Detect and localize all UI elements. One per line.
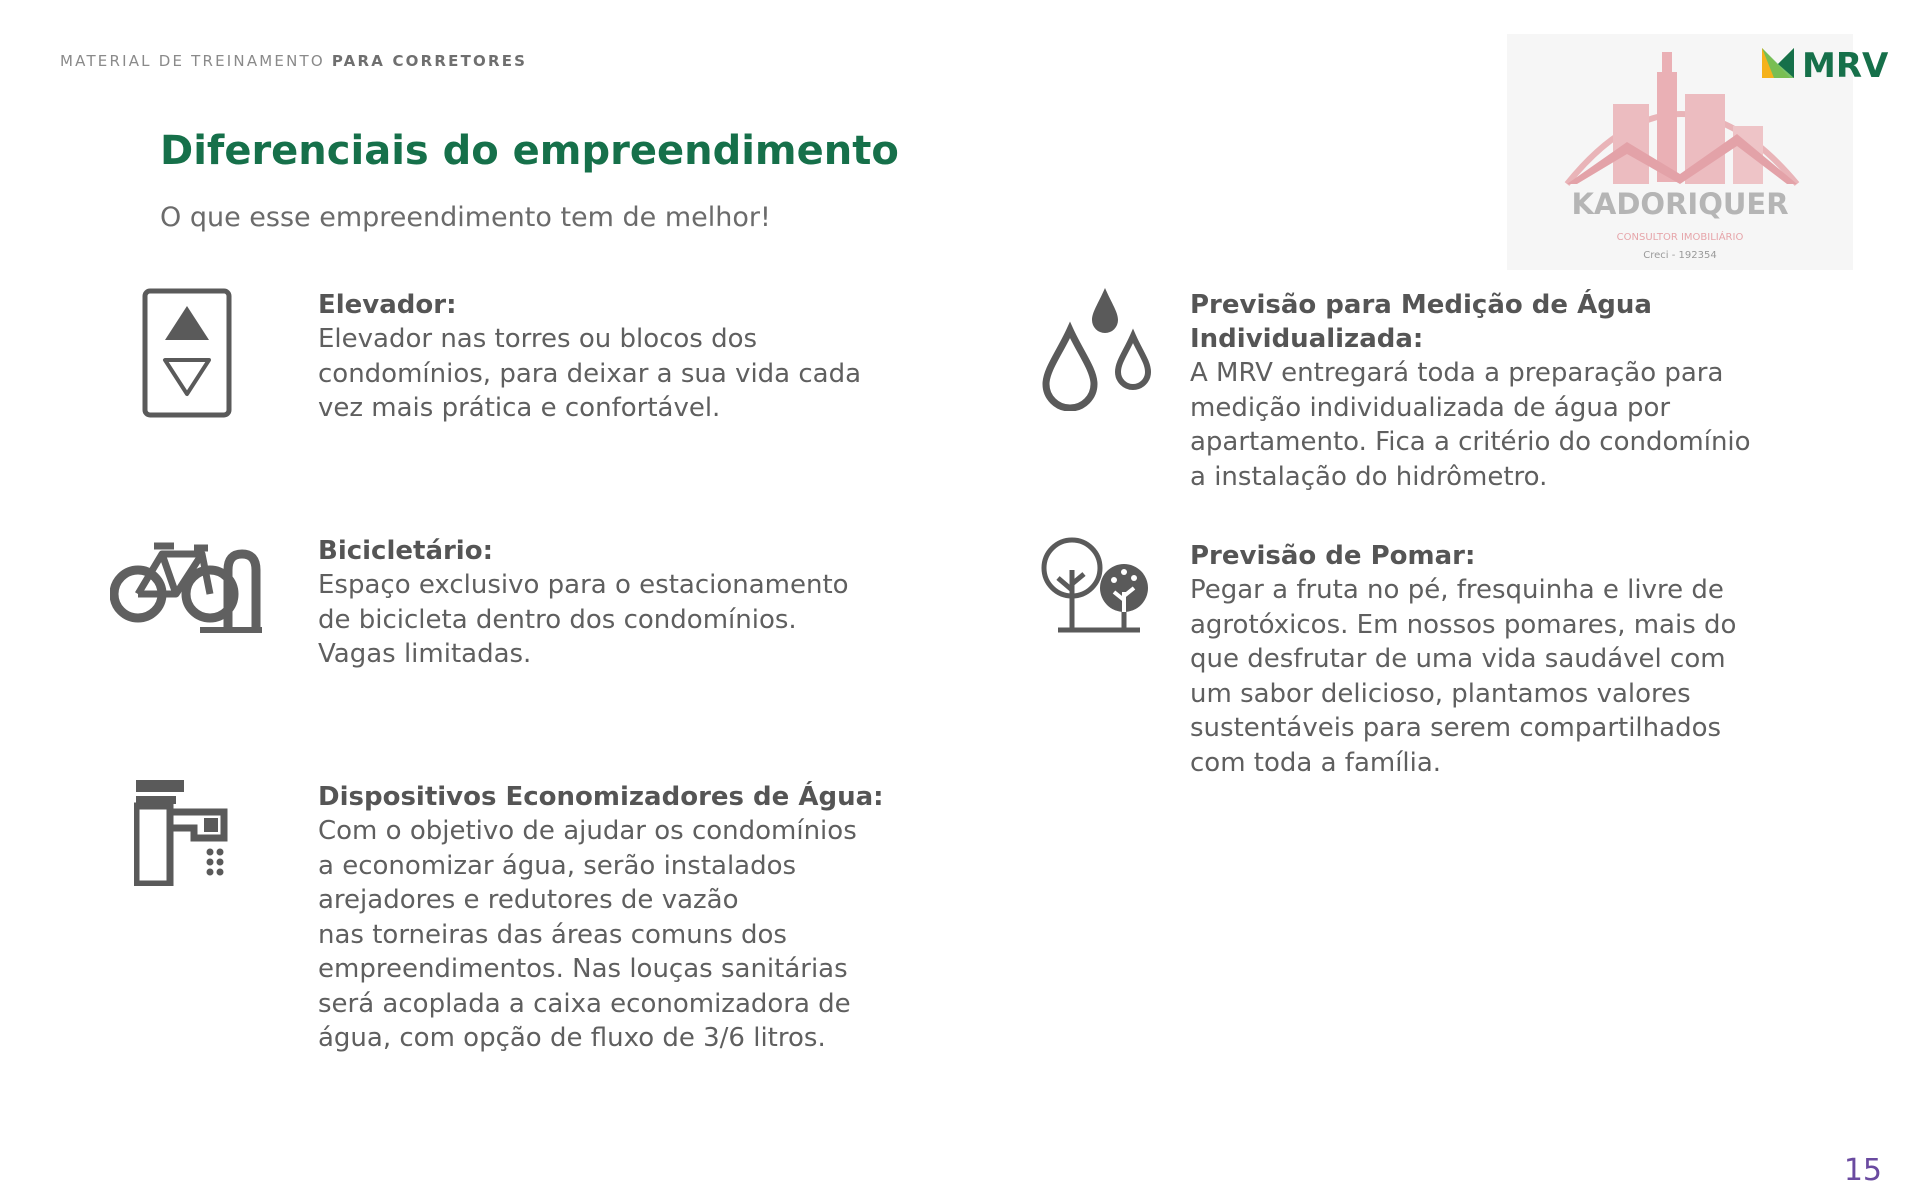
faucet-icon: [134, 778, 239, 890]
feature-pomar-title: Previsão de Pomar:: [1190, 541, 1476, 571]
mrv-logo-text: MRV: [1802, 46, 1889, 84]
feature-medicao-title: Previsão para Medição de Água Individualizada:: [1190, 290, 1652, 354]
page-subtitle: O que esse empreendimento tem de melhor!: [160, 202, 771, 233]
feature-bicicletario-text: Espaço exclusivo para o estacionamento de bicicleta dentro dos condomínios. Vagas limitadas.: [318, 570, 849, 669]
bicycle-icon: [110, 540, 265, 639]
feature-elevador-title: Elevador:: [318, 290, 457, 320]
feature-medicao: [1190, 288, 1751, 494]
feature-bicicletario: [318, 534, 849, 672]
page-number: 15: [1843, 1153, 1882, 1188]
feature-pomar: [1190, 539, 1736, 780]
page-title: Diferenciais do empreendimento: [160, 128, 899, 174]
feature-elevador-text: Elevador nas torres ou blocos dos condomínios, para deixar a sua vida cada vez mais prática e confortável.: [318, 324, 862, 423]
header-label-regular: MATERIAL DE TREINAMENTO: [60, 52, 325, 70]
feature-medicao-text: A MRV entregará toda a preparação para medição individualizada de água por apartamento. Fica a critério do condomínio a instalação do hidrômetro.: [1190, 358, 1751, 492]
watermark-subtitle: CONSULTOR IMOBILIÁRIO: [1616, 232, 1744, 243]
feature-pomar-text: Pegar a fruta no pé, fresquinha e livre de agrotóxicos. Em nossos pomares, mais do que desfrutar de uma vida saudável com um sabor delicioso, plantamos valores sustentáveis para serem compartilhados com toda a família.: [1190, 575, 1737, 778]
feature-dispositivos-title: Dispositivos Economizadores de Água:: [318, 782, 884, 812]
feature-elevador: [318, 288, 861, 426]
mrv-logo: [1752, 40, 1892, 84]
elevator-icon: [142, 288, 232, 422]
watermark-creci: Creci - 192354: [1643, 250, 1717, 261]
feature-bicicletario-title: Bicicletário:: [318, 536, 493, 566]
watermark-name: KADORIQUER: [1571, 187, 1789, 221]
trees-icon: [1040, 536, 1155, 640]
feature-dispositivos: [318, 780, 884, 1056]
feature-dispositivos-text: Com o objetivo de ajudar os condomínios a economizar água, serão instalados arejadores e redutores de vazão nas torneiras das áreas comuns dos empreendimentos. Nas louças sanitárias será acoplada a caixa economizadora de água, com opção de fluxo de 3/6 litros.: [318, 816, 857, 1053]
water-drops-icon: [1040, 286, 1155, 415]
header-label-bold: PARA CORRETORES: [331, 52, 528, 70]
header-label: [60, 52, 527, 70]
